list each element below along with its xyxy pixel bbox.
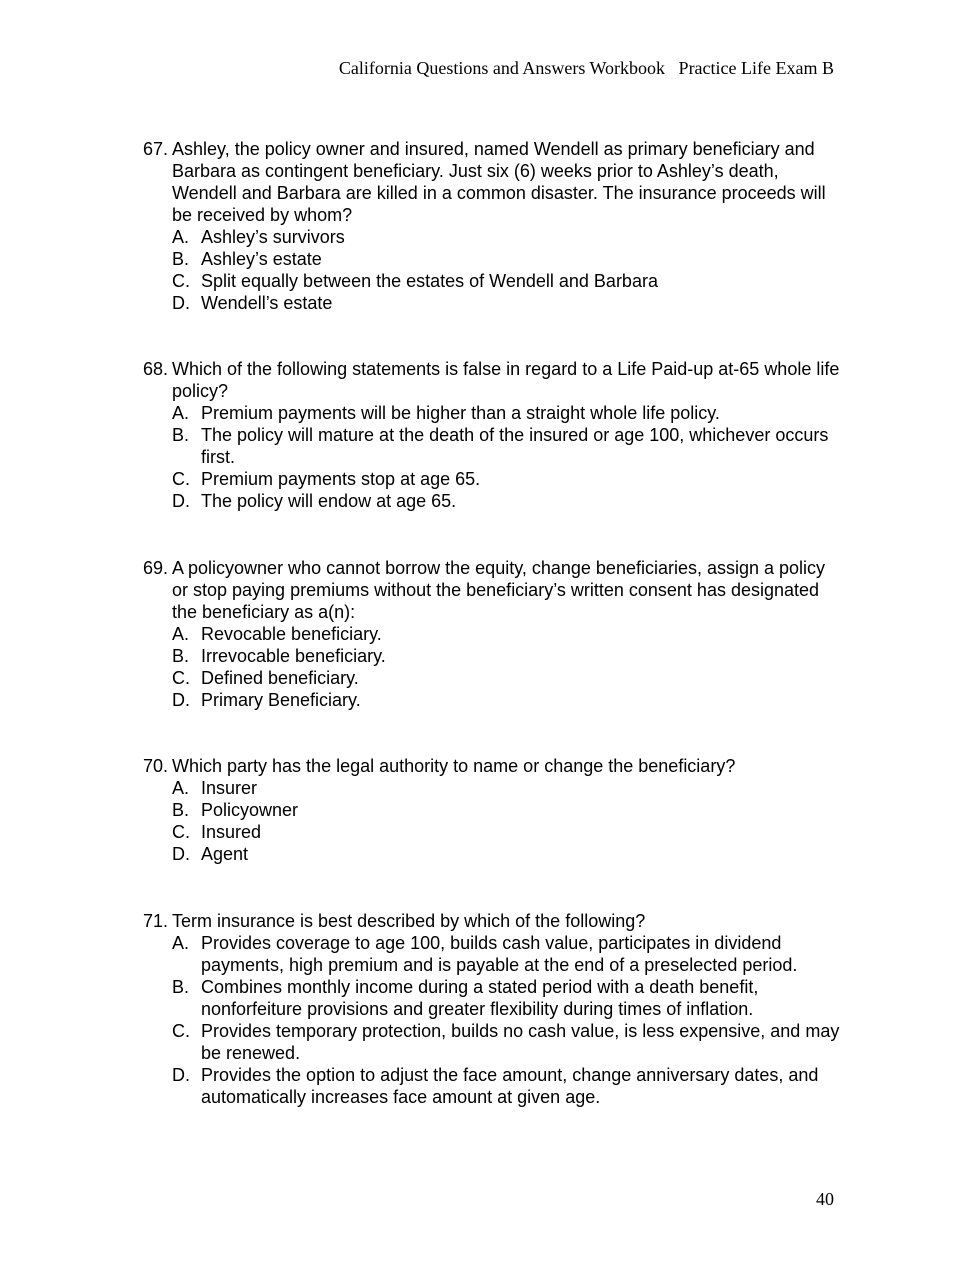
- answer-option-d: [172, 843, 843, 865]
- answer-option-b: [172, 248, 843, 270]
- answer-options: [172, 226, 843, 314]
- option-letter: A.: [172, 624, 190, 644]
- option-text: Combines monthly income during a stated period with a death benefit, nonforfeiture provisions and greater flexibility during times of inflation.: [201, 977, 759, 1019]
- question-67: [143, 138, 843, 314]
- answer-option-a: [172, 402, 843, 424]
- question-stem: [143, 358, 843, 402]
- option-text: Provides the option to adjust the face amount, change anniversary dates, and automatically increases face amount at given age.: [201, 1065, 819, 1107]
- question-number: 70.: [143, 756, 169, 776]
- option-text: Provides temporary protection, builds no cash value, is less expensive, and may be renewed.: [201, 1021, 840, 1063]
- question-stem: [143, 557, 843, 623]
- answer-option-d: [172, 689, 843, 711]
- question-stem: [143, 755, 843, 777]
- option-letter: B.: [172, 425, 190, 445]
- answer-option-a: [172, 226, 843, 248]
- option-text: Wendell’s estate: [201, 293, 333, 313]
- option-text: Defined beneficiary.: [201, 668, 359, 688]
- answer-option-c: [172, 821, 843, 843]
- option-letter: D.: [172, 1065, 190, 1085]
- option-letter: C.: [172, 668, 190, 688]
- option-text: The policy will endow at age 65.: [201, 491, 457, 511]
- option-letter: B.: [172, 977, 190, 997]
- answer-option-d: [172, 1064, 843, 1108]
- answer-option-c: [172, 270, 843, 292]
- answer-option-a: [172, 777, 843, 799]
- option-letter: C.: [172, 469, 190, 489]
- option-text: Provides coverage to age 100, builds cash value, participates in dividend payments, high premium and is payable at the end of a preselected period.: [201, 933, 798, 975]
- option-letter: C.: [172, 1021, 190, 1041]
- question-69: [143, 557, 843, 711]
- answer-options: [172, 777, 843, 865]
- answer-option-d: [172, 292, 843, 314]
- page-header: California Questions and Answers Workbook Practice Life Exam B: [338, 58, 834, 78]
- question-70: [143, 755, 843, 865]
- option-text: Agent: [201, 844, 249, 864]
- question-text: Term insurance is best described by which of the following?: [172, 911, 646, 931]
- question-number: 68.: [143, 359, 169, 379]
- answer-options: [172, 623, 843, 711]
- answer-options: [172, 402, 843, 512]
- answer-option-c: [172, 1020, 843, 1064]
- option-text: Policyowner: [201, 800, 299, 820]
- option-text: Ashley’s estate: [201, 249, 322, 269]
- answer-option-b: [172, 645, 843, 667]
- answer-option-d: [172, 490, 843, 512]
- option-letter: A.: [172, 778, 190, 798]
- option-text: Premium payments stop at age 65.: [201, 469, 481, 489]
- question-number: 71.: [143, 911, 169, 931]
- option-letter: D.: [172, 491, 190, 511]
- question-68: [143, 358, 843, 512]
- question-text: A policyowner who cannot borrow the equity, change beneficiaries, assign a policy or stop paying premiums without the beneficiary’s written consent has designated the beneficiary as a(n):: [172, 558, 826, 622]
- question-text: Which party has the legal authority to name or change the beneficiary?: [172, 756, 736, 776]
- option-text: Primary Beneficiary.: [201, 690, 361, 710]
- option-letter: B.: [172, 646, 190, 666]
- option-text: Insured: [201, 822, 262, 842]
- option-text: Revocable beneficiary.: [201, 624, 382, 644]
- option-text: The policy will mature at the death of the insured or age 100, whichever occurs first.: [201, 425, 829, 467]
- answer-option-c: [172, 468, 843, 490]
- answer-option-b: [172, 424, 843, 468]
- answer-options: [172, 932, 843, 1108]
- option-letter: B.: [172, 800, 190, 820]
- option-letter: D.: [172, 690, 190, 710]
- answer-option-b: [172, 799, 843, 821]
- option-text: Ashley’s survivors: [201, 227, 345, 247]
- question-text: Ashley, the policy owner and insured, named Wendell as primary beneficiary and Barbara as contingent beneficiary. Just six (6) weeks prior to Ashley’s death, Wendell and Barbara are killed in a common disaster. The insurance proceeds will be received by whom?: [172, 139, 826, 225]
- question-text: Which of the following statements is false in regard to a Life Paid-up at-65 whole life policy?: [172, 359, 840, 401]
- question-stem: [143, 138, 843, 226]
- option-letter: A.: [172, 403, 190, 423]
- answer-option-a: [172, 623, 843, 645]
- option-text: Irrevocable beneficiary.: [201, 646, 386, 666]
- option-text: Premium payments will be higher than a straight whole life policy.: [201, 403, 720, 423]
- page-number: 40: [816, 1189, 834, 1209]
- question-number: 69.: [143, 558, 169, 578]
- answer-option-a: [172, 932, 843, 976]
- option-letter: D.: [172, 293, 190, 313]
- option-letter: A.: [172, 227, 190, 247]
- answer-option-c: [172, 667, 843, 689]
- option-letter: B.: [172, 249, 190, 269]
- option-letter: D.: [172, 844, 190, 864]
- answer-option-b: [172, 976, 843, 1020]
- option-letter: A.: [172, 933, 190, 953]
- option-letter: C.: [172, 271, 190, 291]
- question-stem: [143, 910, 843, 932]
- option-text: Insurer: [201, 778, 258, 798]
- option-text: Split equally between the estates of Wendell and Barbara: [201, 271, 658, 291]
- question-71: [143, 910, 843, 1108]
- question-number: 67.: [143, 139, 169, 159]
- option-letter: C.: [172, 822, 190, 842]
